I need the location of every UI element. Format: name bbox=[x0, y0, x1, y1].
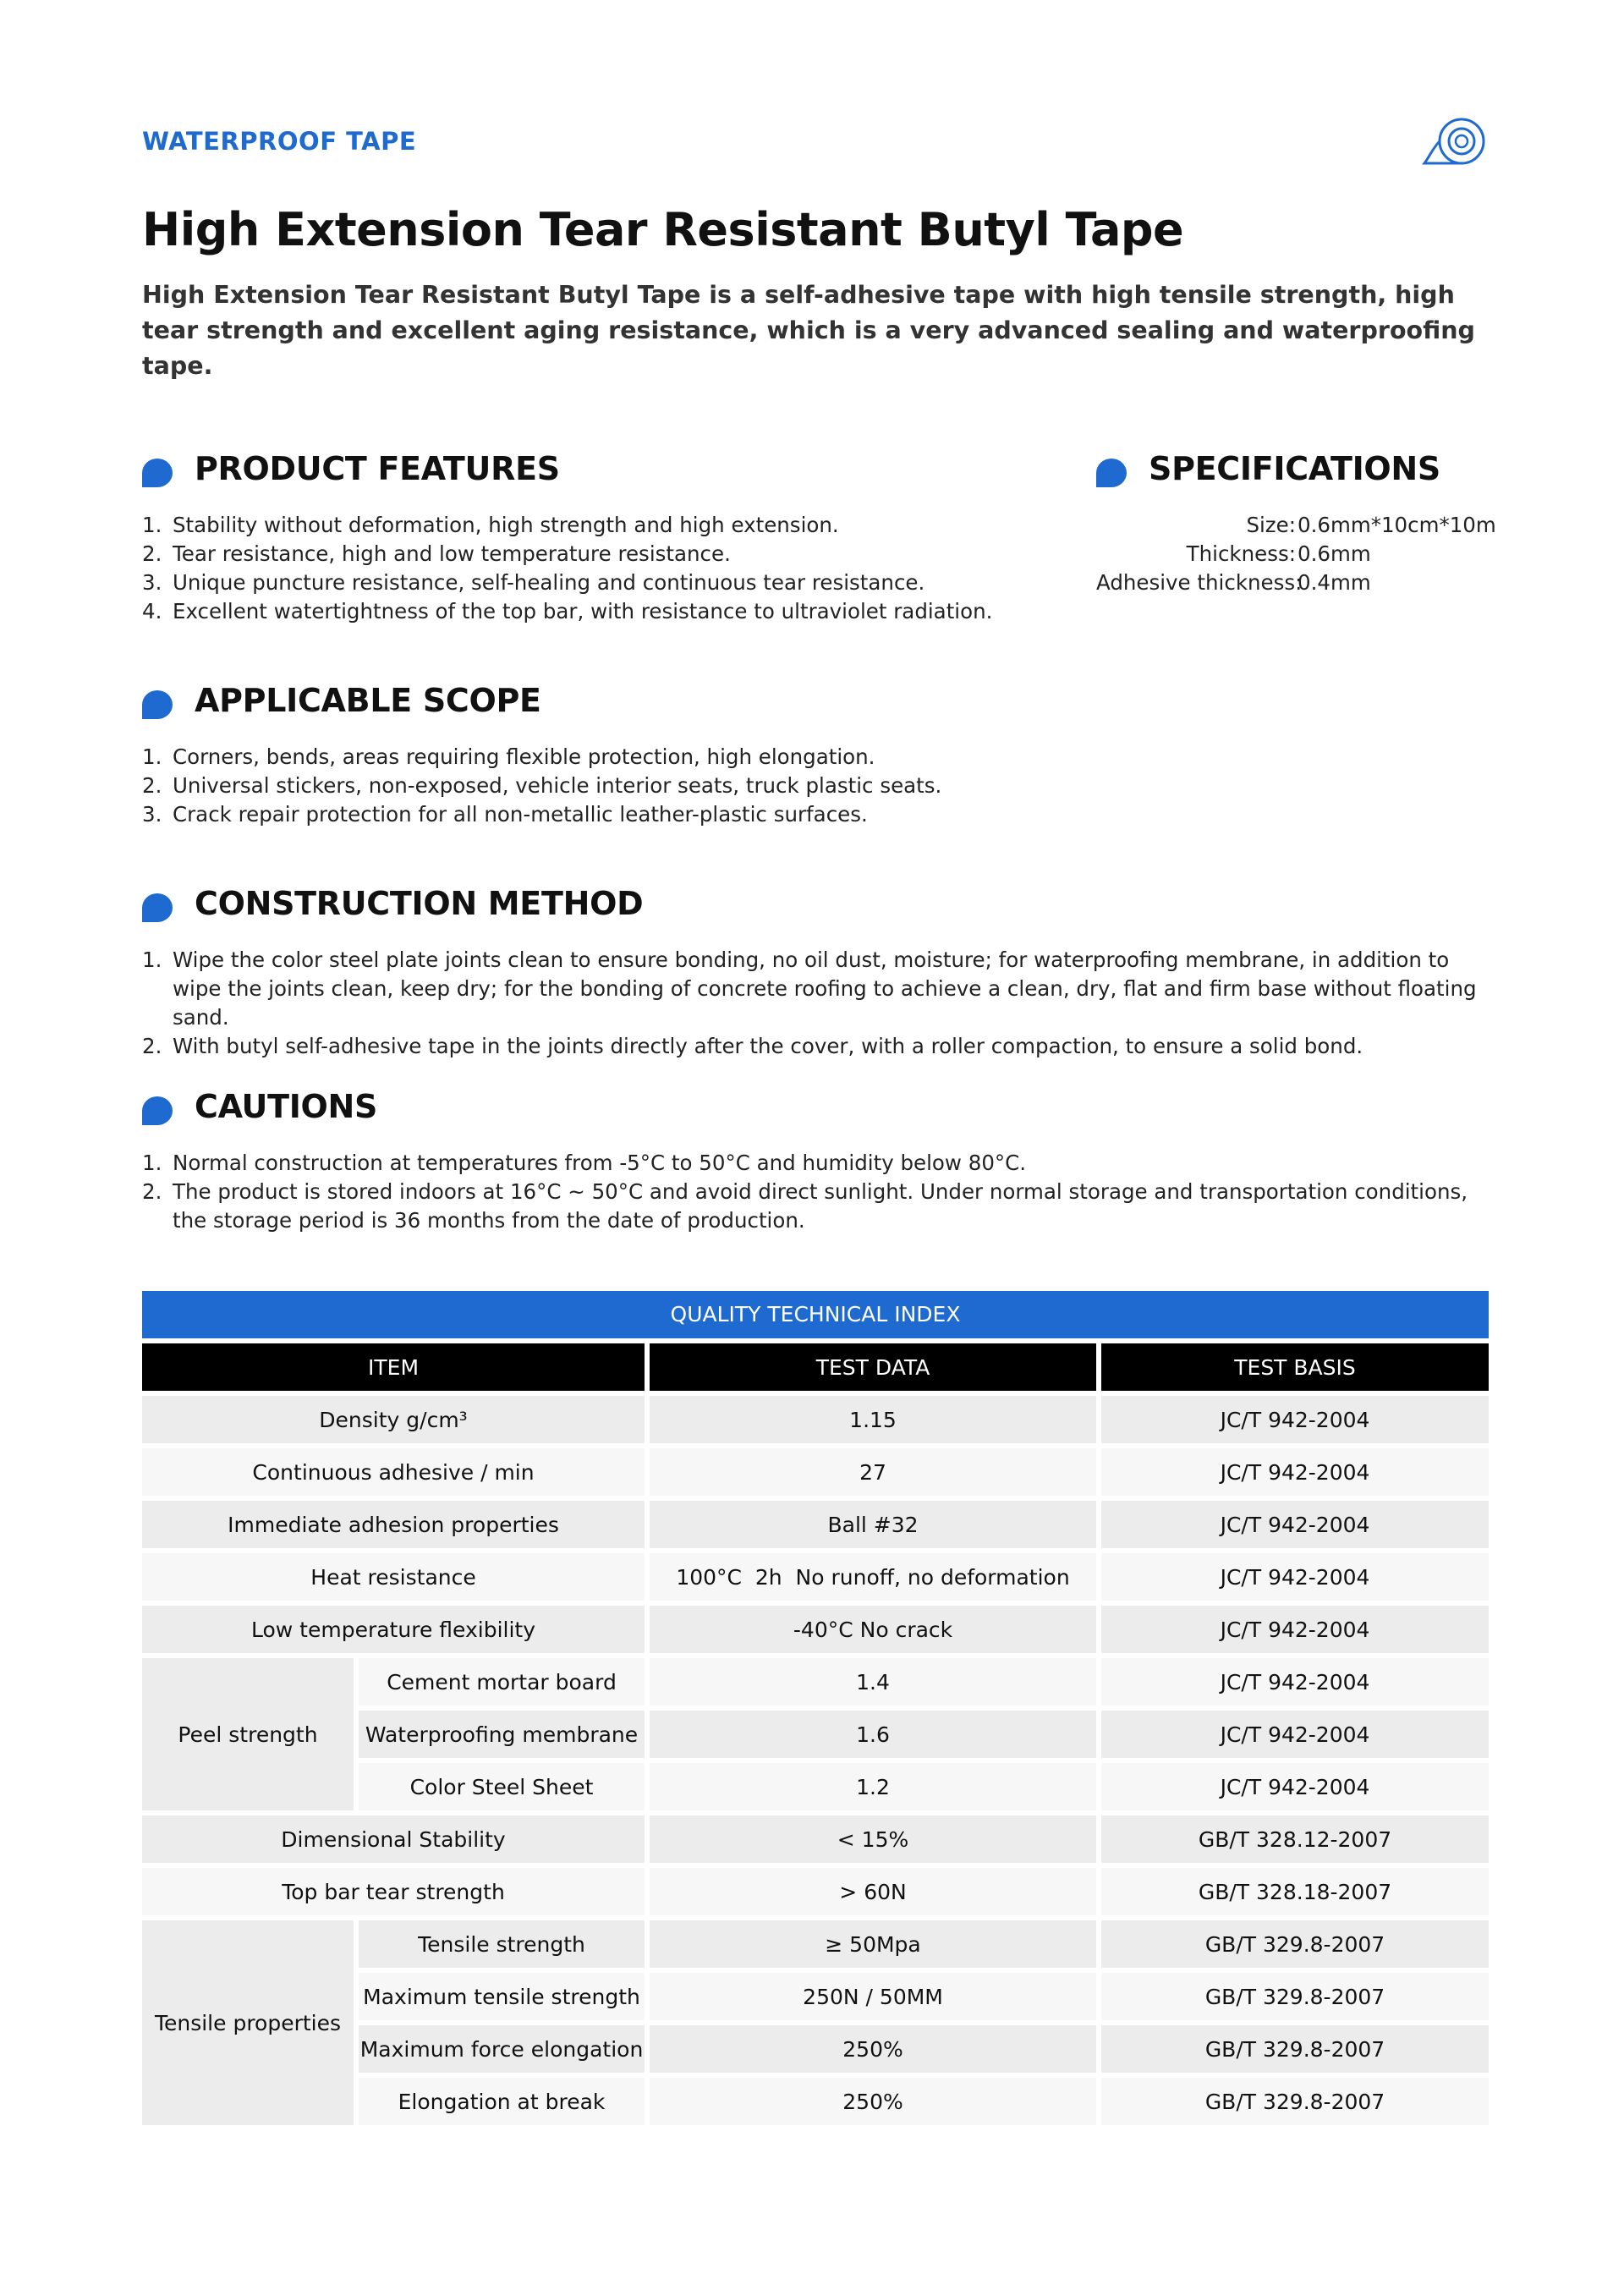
data-cell: ≥ 50Mpa bbox=[650, 1915, 1101, 1968]
item-cell: Top bar tear strength bbox=[142, 1863, 650, 1915]
list-item: 2. Universal stickers, non-exposed, vehicle interior seats, truck plastic seats. bbox=[142, 773, 942, 798]
data-cell: 1.4 bbox=[650, 1653, 1101, 1706]
data-cell: 1.15 bbox=[650, 1391, 1101, 1443]
data-cell: 1.2 bbox=[650, 1758, 1101, 1810]
table-title: QUALITY TECHNICAL INDEX bbox=[142, 1291, 1489, 1338]
features-title: PRODUCT FEATURES bbox=[195, 450, 560, 487]
data-cell: -40°C No crack bbox=[650, 1601, 1101, 1653]
item-cell: Maximum tensile strength bbox=[359, 1968, 650, 2020]
data-cell: 100°C 2h No runoff, no deformation bbox=[650, 1548, 1101, 1601]
section-bullet-icon bbox=[142, 893, 173, 922]
item-cell: Cement mortar board bbox=[359, 1653, 650, 1706]
spec-label: Size: bbox=[1246, 513, 1296, 537]
section-bullet-icon bbox=[1096, 459, 1127, 487]
column-header: ITEM bbox=[142, 1343, 650, 1391]
spec-value: 0.4mm bbox=[1298, 570, 1371, 595]
data-cell: 250% bbox=[650, 2020, 1101, 2073]
scope-list bbox=[142, 743, 1326, 829]
data-cell: < 15% bbox=[650, 1810, 1101, 1863]
item-cell: Dimensional Stability bbox=[142, 1810, 650, 1863]
item-cell: Continuous adhesive / min bbox=[142, 1443, 650, 1496]
spec-row bbox=[1096, 540, 1496, 568]
category-label: WATERPROOF TAPE bbox=[142, 127, 417, 156]
scope-section bbox=[142, 682, 1326, 827]
features-section bbox=[142, 450, 1073, 623]
spec-value: 0.6mm*10cm*10m bbox=[1298, 513, 1496, 537]
basis-cell: GB/T 328.18-2007 bbox=[1101, 1863, 1489, 1915]
basis-cell: GB/T 329.8-2007 bbox=[1101, 1968, 1489, 2020]
item-cell: Color Steel Sheet bbox=[359, 1758, 650, 1810]
item-cell: Waterproofing membrane bbox=[359, 1706, 650, 1758]
cautions-list bbox=[142, 1149, 1489, 1235]
data-cell: 27 bbox=[650, 1443, 1101, 1496]
item-cell: Low temperature flexibility bbox=[142, 1601, 650, 1653]
cautions-title: CAUTIONS bbox=[195, 1088, 378, 1125]
list-item: 2. Tear resistance, high and low temperature resistance. bbox=[142, 541, 731, 566]
list-item: 1. Corners, bends, areas requiring flexible protection, high elongation. bbox=[142, 744, 875, 769]
spec-label: Adhesive thickness: bbox=[1096, 570, 1303, 595]
section-bullet-icon bbox=[142, 1096, 173, 1125]
specifications-section bbox=[1096, 450, 1502, 595]
list-item: 1. Wipe the color steel plate joints clean to ensure bonding, no oil dust, moisture; for waterproofing membrane, in addition to wipe the joints clean, keep dry; for the bonding of concrete roofing to achieve a clean, dry, flat and firm base without floating sand. bbox=[142, 948, 1477, 1030]
table-row bbox=[142, 1653, 1489, 1706]
data-cell: Ball #32 bbox=[650, 1496, 1101, 1548]
table-row bbox=[142, 1391, 1489, 1443]
features-list bbox=[142, 511, 1073, 626]
basis-cell: GB/T 329.8-2007 bbox=[1101, 1915, 1489, 1968]
tape-roll-icon bbox=[1421, 114, 1489, 168]
spec-label: Thickness: bbox=[1186, 541, 1296, 566]
group-cell: Peel strength bbox=[142, 1653, 359, 1810]
list-item: 4. Excellent watertightness of the top bar, with resistance to ultraviolet radiation. bbox=[142, 599, 993, 623]
table-row bbox=[142, 1915, 1489, 1968]
data-cell: > 60N bbox=[650, 1863, 1101, 1915]
data-cell: 250N / 50MM bbox=[650, 1968, 1101, 2020]
basis-cell: JC/T 942-2004 bbox=[1101, 1548, 1489, 1601]
basis-cell: JC/T 942-2004 bbox=[1101, 1758, 1489, 1810]
basis-cell: GB/T 329.8-2007 bbox=[1101, 2073, 1489, 2125]
list-item: 3. Unique puncture resistance, self-healing and continuous tear resistance. bbox=[142, 570, 925, 595]
spec-row bbox=[1096, 568, 1496, 597]
specifications-list bbox=[1096, 511, 1496, 597]
data-cell: 250% bbox=[650, 2073, 1101, 2125]
quality-index-table bbox=[142, 1343, 1489, 2125]
specifications-title: SPECIFICATIONS bbox=[1149, 450, 1440, 487]
spec-value: 0.6mm bbox=[1298, 541, 1371, 566]
construction-section bbox=[142, 885, 1489, 1058]
basis-cell: GB/T 328.12-2007 bbox=[1101, 1810, 1489, 1863]
table-row bbox=[142, 1601, 1489, 1653]
list-item: 1. Stability without deformation, high strength and high extension. bbox=[142, 513, 839, 537]
table-row bbox=[142, 1863, 1489, 1915]
intro-paragraph: High Extension Tear Resistant Butyl Tape is a self-adhesive tape with high tensile strength, high tear strength and excellent aging resistance, which is a very advanced sealing and waterproofing tape. bbox=[142, 281, 1475, 380]
table-row bbox=[142, 1443, 1489, 1496]
cautions-section bbox=[142, 1088, 1489, 1233]
spec-row bbox=[1096, 511, 1496, 540]
item-cell: Tensile strength bbox=[359, 1915, 650, 1968]
section-bullet-icon bbox=[142, 459, 173, 487]
item-cell: Elongation at break bbox=[359, 2073, 650, 2125]
column-header: TEST BASIS bbox=[1101, 1343, 1489, 1391]
construction-list bbox=[142, 946, 1489, 1061]
list-item: 2. With butyl self-adhesive tape in the joints directly after the cover, with a roller compaction, to ensure a solid bond. bbox=[142, 1034, 1363, 1058]
basis-cell: GB/T 329.8-2007 bbox=[1101, 2020, 1489, 2073]
construction-title: CONSTRUCTION METHOD bbox=[195, 885, 644, 922]
item-cell: Maximum force elongation bbox=[359, 2020, 650, 2073]
basis-cell: JC/T 942-2004 bbox=[1101, 1601, 1489, 1653]
item-cell: Density g/cm³ bbox=[142, 1391, 650, 1443]
list-item: 2. The product is stored indoors at 16°C ~ 50°C and avoid direct sunlight. Under normal storage and transportation conditions, the storage period is 36 months from the date of production. bbox=[142, 1179, 1468, 1233]
table-row bbox=[142, 1496, 1489, 1548]
section-bullet-icon bbox=[142, 690, 173, 719]
basis-cell: JC/T 942-2004 bbox=[1101, 1706, 1489, 1758]
quality-table bbox=[142, 1291, 1489, 2125]
scope-title: APPLICABLE SCOPE bbox=[195, 682, 541, 719]
item-cell: Immediate adhesion properties bbox=[142, 1496, 650, 1548]
group-cell: Tensile properties bbox=[142, 1915, 359, 2125]
data-cell: 1.6 bbox=[650, 1706, 1101, 1758]
table-row bbox=[142, 1810, 1489, 1863]
item-cell: Heat resistance bbox=[142, 1548, 650, 1601]
page-title: High Extension Tear Resistant Butyl Tape bbox=[142, 203, 1184, 256]
basis-cell: JC/T 942-2004 bbox=[1101, 1496, 1489, 1548]
table-row bbox=[142, 1548, 1489, 1601]
list-item: 1. Normal construction at temperatures from -5°C to 50°C and humidity below 80°C. bbox=[142, 1151, 1027, 1175]
basis-cell: JC/T 942-2004 bbox=[1101, 1391, 1489, 1443]
column-header: TEST DATA bbox=[650, 1343, 1101, 1391]
list-item: 3. Crack repair protection for all non-metallic leather-plastic surfaces. bbox=[142, 802, 868, 827]
basis-cell: JC/T 942-2004 bbox=[1101, 1653, 1489, 1706]
basis-cell: JC/T 942-2004 bbox=[1101, 1443, 1489, 1496]
